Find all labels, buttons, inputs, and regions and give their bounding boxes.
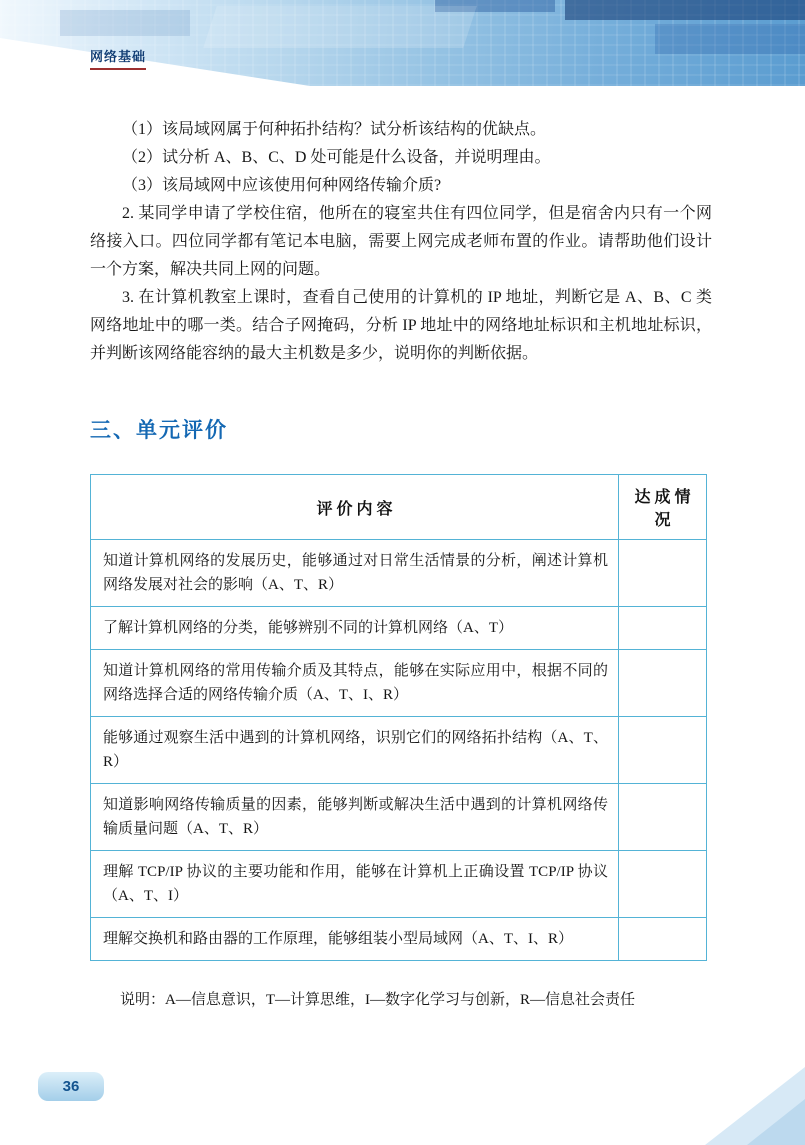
page-number-badge [38,1072,104,1101]
achievement-status-cell [619,540,707,607]
table-row [91,650,707,717]
evaluation-item-text: 知道计算机网络的常用传输介质及其特点，能够在实际应用中，根据不同的网络选择合适的网络传输介质（A、T、I、R） [91,650,619,717]
banner-decoration-block [565,0,805,20]
table-row [91,607,707,650]
question-item-3: （3）该局域网中应该使用何种网络传输介质? [122,177,442,194]
question-item-2: （2）试分析 A、B、C、D 处可能是什么设备，并说明理由。 [122,149,551,166]
legend-note: 说明：A—信息意识，T—计算思维，I—数字化学习与创新，R—信息社会责任 [120,992,635,1008]
evaluation-item-text: 知道影响网络传输质量的因素，能够判断或解决生活中遇到的计算机网络传输质量问题（A、T、R） [91,784,619,851]
table-header-row [91,475,707,540]
banner-decoration-block [60,10,190,36]
evaluation-item-text: 能够通过观察生活中遇到的计算机网络，识别它们的网络拓扑结构（A、T、R） [91,717,619,784]
banner-white-wedge [0,38,310,86]
chapter-banner [0,0,805,86]
chapter-label: 网络基础 [90,46,146,70]
page-content [90,116,712,1013]
evaluation-item-text: 理解交换机和路由器的工作原理，能够组装小型局域网（A、T、I、R） [91,918,619,961]
banner-decoration-block [655,24,805,54]
table-row [91,851,707,918]
achievement-status-cell [619,851,707,918]
achievement-status-cell [619,607,707,650]
column-header-evaluation-content: 评 价 内 容 [91,475,619,540]
table-row [91,717,707,784]
column-header-achievement-status: 达 成 情 况 [619,475,707,540]
table-row [91,918,707,961]
page-number: 36 [62,1078,80,1095]
evaluation-table [90,474,707,961]
achievement-status-cell [619,650,707,717]
table-row [91,540,707,607]
evaluation-item-text: 理解 TCP/IP 协议的主要功能和作用，能够在计算机上正确设置 TCP/IP 协议（A、T、I） [91,851,619,918]
exercise-paragraph-2: 2. 某同学申请了学校住宿，他所在的寝室共住有四位同学，但是宿舍内只有一个网络接入口。四位同学都有笔记本电脑，需要上网完成老师布置的作业。请帮助他们设计一个方案，解决共同上网的问题。 [90,205,712,278]
corner-decoration-dark [747,1099,805,1145]
exercise-paragraph-3: 3. 在计算机教室上课时，查看自己使用的计算机的 IP 地址，判断它是 A、B、C 类网络地址中的哪一类。结合子网掩码，分析 IP 地址中的网络地址标识和主机地址标识，并判断该网络能容纳的最大主机数是多少，说明你的判断依据。 [90,289,712,362]
achievement-status-cell [619,717,707,784]
achievement-status-cell [619,918,707,961]
achievement-status-cell [619,784,707,851]
table-row [91,784,707,851]
evaluation-item-text: 知道计算机网络的发展历史，能够通过对日常生活情景的分析，阐述计算机网络发展对社会的影响（A、T、R） [91,540,619,607]
evaluation-item-text: 了解计算机网络的分类，能够辨别不同的计算机网络（A、T） [91,607,619,650]
question-item-1: （1）该局域网属于何种拓扑结构？试分析该结构的优缺点。 [122,121,547,138]
section-title-unit-evaluation: 三、单元评价 [90,419,228,442]
